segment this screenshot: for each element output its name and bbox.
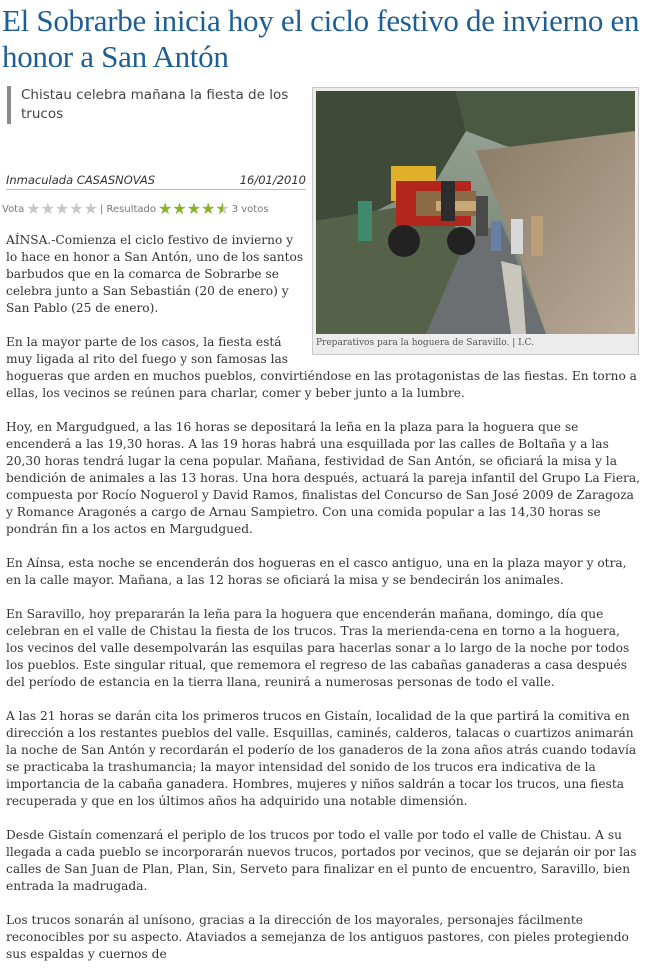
article-subtitle: Chistau celebra mañana la fiesta de los trucos — [7, 86, 306, 124]
photo-float-spacer — [305, 232, 640, 360]
star-icon: ★ — [172, 199, 187, 218]
article-paragraph: En Saravillo, hoy prepararán la leña para la hoguera que encenderán mañana, domingo, día que celebran en el valle de Chistau la fiesta de los trucos. Tras la merienda-cena en torno a la hoguera, los vecinos del valle desempolvarán las esquilas para hacerlas sonar a lo largo de la noche por todos los pueblos. Este singular ritual, que rememora el regreso de las cabañas ganaderas a casa después del período de estancia en la tierra llana, reunirá a numerosas personas de todo el valle. — [6, 607, 630, 689]
star-icon[interactable]: ★ — [26, 199, 41, 218]
result-label: | Resultado — [99, 203, 156, 215]
votes-count: 3 votos — [231, 203, 269, 215]
result-stars — [158, 201, 230, 217]
article-body — [6, 232, 640, 980]
star-icon[interactable]: ★ — [54, 199, 70, 218]
star-icon[interactable]: ★ — [69, 199, 84, 218]
article-paragraph: AÍNSA.-Comienza el ciclo festivo de invierno y lo hace en honor a San Antón, uno de los santos barbudos que en la comarca de Sobrarbe se celebra junto a San Sebastián (20 de enero) y San Pablo (25 de enero). — [6, 233, 304, 315]
author-name: Inmaculada CASASNOVAS — [6, 173, 156, 187]
star-icon: ★ — [201, 199, 216, 218]
publish-date: 16/01/2010 — [239, 173, 306, 187]
vote-label: Vota — [2, 203, 25, 215]
article-paragraph: En la mayor parte de los casos, la fiesta está muy ligada al rito del fuego y son famosas las hogueras que arden en muchos pueblos, convirtiéndose en las protagonistas de las fiestas. En torno a ellas, los vecinos se reúnen para charlar, comer y beber junto a la lumbre. — [6, 335, 637, 400]
star-icon: ★ ★ — [215, 201, 229, 217]
vote-stars[interactable] — [26, 201, 98, 217]
article-paragraph: Desde Gistaín comenzará el periplo de los trucos por todo el valle por todo el valle de Chistau. A su llegada a cada pueblo se incorporarán nuevos trucos, portados por vecinos, que se dejarán oir por las calles de San Juan de Plan, Plan, Sin, Serveto para finalizar en el punto de encuentro, Saravillo, bien entrada la madrugada. — [6, 828, 637, 893]
article-headline: El Sobrarbe inicia hoy el ciclo festivo de invierno en honor a San Antón — [2, 3, 640, 74]
article-paragraph: A las 21 horas se darán cita los primeros trucos en Gistaín, localidad de la que partirá la comitiva en dirección a los restantes pueblos del valle. Esquillas, caminés, calderos, talacas o cuartizos animarán la noche de San Antón y recordarán el poderío de los ganaderos de la zona años atrás cuando todavía se practicaba la trashumancia; la mayor intensidad del sonido de los trucos era indicativa de la importancia de la cabaña ganadera. Hombres, mujeres y niños saldrán a tocar los trucos, una fiesta recuperada y que en los últimos años ha adquirido una notable dimensión. — [6, 709, 637, 808]
star-icon[interactable]: ★ — [40, 199, 55, 218]
rating-bar — [2, 200, 312, 218]
byline — [6, 173, 306, 190]
article-paragraph: En Aínsa, esta noche se encenderán dos hogueras en el casco antiguo, una en la plaza mayor y otra, en la calle mayor. Mañana, a las 12 horas se oficiará la misa y se bendecirán los animales. — [6, 556, 627, 587]
star-icon: ★ — [186, 199, 202, 218]
photo-caption: Preparativos para la hoguera de Saravillo. | I.C. — [316, 338, 534, 348]
star-icon: ★ — [158, 199, 173, 218]
star-icon[interactable]: ★ — [83, 199, 98, 218]
article-paragraph: Los trucos sonarán al unísono, gracias a la dirección de los mayorales, personajes fácilmente reconocibles por su aspecto. Ataviados a semejanza de los antiguos pastores, con pieles protegiendo sus espaldas y cuernos de — [6, 913, 629, 961]
article-paragraph: Hoy, en Margudgued, a las 16 horas se depositará la leña en la plaza para la hoguera que se encenderá a las 19,30 horas. A las 19 horas habrá una esquillada por las calles de Boltaña y a las 20,30 horas tendrá lugar la cena popular. Mañana, festividad de San Antón, se oficiará la misa y la bendición de animales a las 13 horas. Una hora después, actuará la pareja infantil del Grupo La Fiera, compuesta por Rocío Noguerol y David Ramos, finalistas del Concurso de San José 2009 de Zaragoza y Romance Aragonés a cargo de Arnau Sampietro. Con una comida popular a las 14,30 horas se pondrán fin a los actos en Margudgued. — [6, 420, 641, 536]
